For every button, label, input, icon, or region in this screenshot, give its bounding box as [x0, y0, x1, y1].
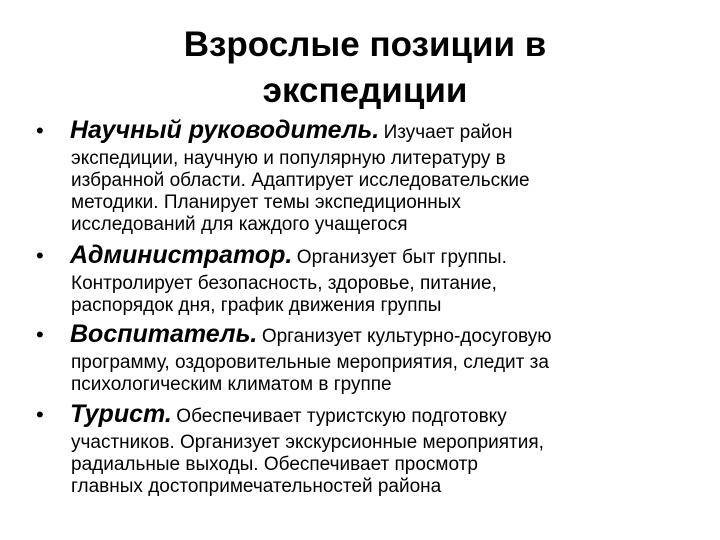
- bullet-lead-text: Организует культурно-досуговую: [261, 326, 552, 347]
- bullet-body-line: главных достопримечательностей района: [71, 476, 442, 497]
- bullet-body-line: распорядок дня, график движения группы: [71, 295, 442, 316]
- slide-title: [120, 22, 610, 114]
- bullet-term: Воспитатель.: [70, 320, 258, 348]
- bullet-body-line: участников. Организует экскурсионные мероприятия,: [71, 432, 544, 453]
- bullet-lead-text: Организует быт группы.: [296, 247, 507, 268]
- slide-title-line-1: Взрослые позиции в: [183, 25, 547, 64]
- bullet-body-line: психологическим климатом в группе: [71, 374, 392, 395]
- bullet-body-line: программу, оздоровительные мероприятия, следит за: [71, 352, 549, 373]
- bullet-lead-text: Обеспечивает туристскую подготовку: [176, 406, 507, 427]
- bullet-icon: •: [36, 402, 44, 427]
- bullet-body-line: исследований для каждого учащегося: [71, 214, 408, 235]
- bullet-icon: •: [36, 322, 44, 347]
- bullet-lead-text: Изучает район: [383, 122, 513, 143]
- bullet-icon: •: [36, 243, 44, 268]
- bullet-body: [71, 352, 711, 396]
- bullet-icon: •: [36, 118, 44, 143]
- bullet-term: Научный руководитель.: [70, 116, 380, 144]
- bullet-body-line: Контролирует безопасность, здоровье, питание,: [71, 273, 497, 294]
- bullet-body: [71, 432, 711, 498]
- bullet-term: Турист.: [70, 400, 172, 428]
- bullet-term: Администратор.: [70, 241, 293, 269]
- slide-title-line-2: экспедиции: [262, 71, 468, 110]
- bullet-body: [71, 273, 711, 317]
- bullet-body-line: методики. Планирует темы экспедиционных: [71, 192, 461, 213]
- bullet-body-line: избранной области. Адаптирует исследовательские: [71, 170, 530, 191]
- bullet-body-line: радиальные выходы. Обеспечивает просмотр: [71, 454, 478, 475]
- bullet-body: [71, 148, 711, 236]
- bullet-body-line: экспедиции, научную и популярную литературу в: [71, 148, 506, 169]
